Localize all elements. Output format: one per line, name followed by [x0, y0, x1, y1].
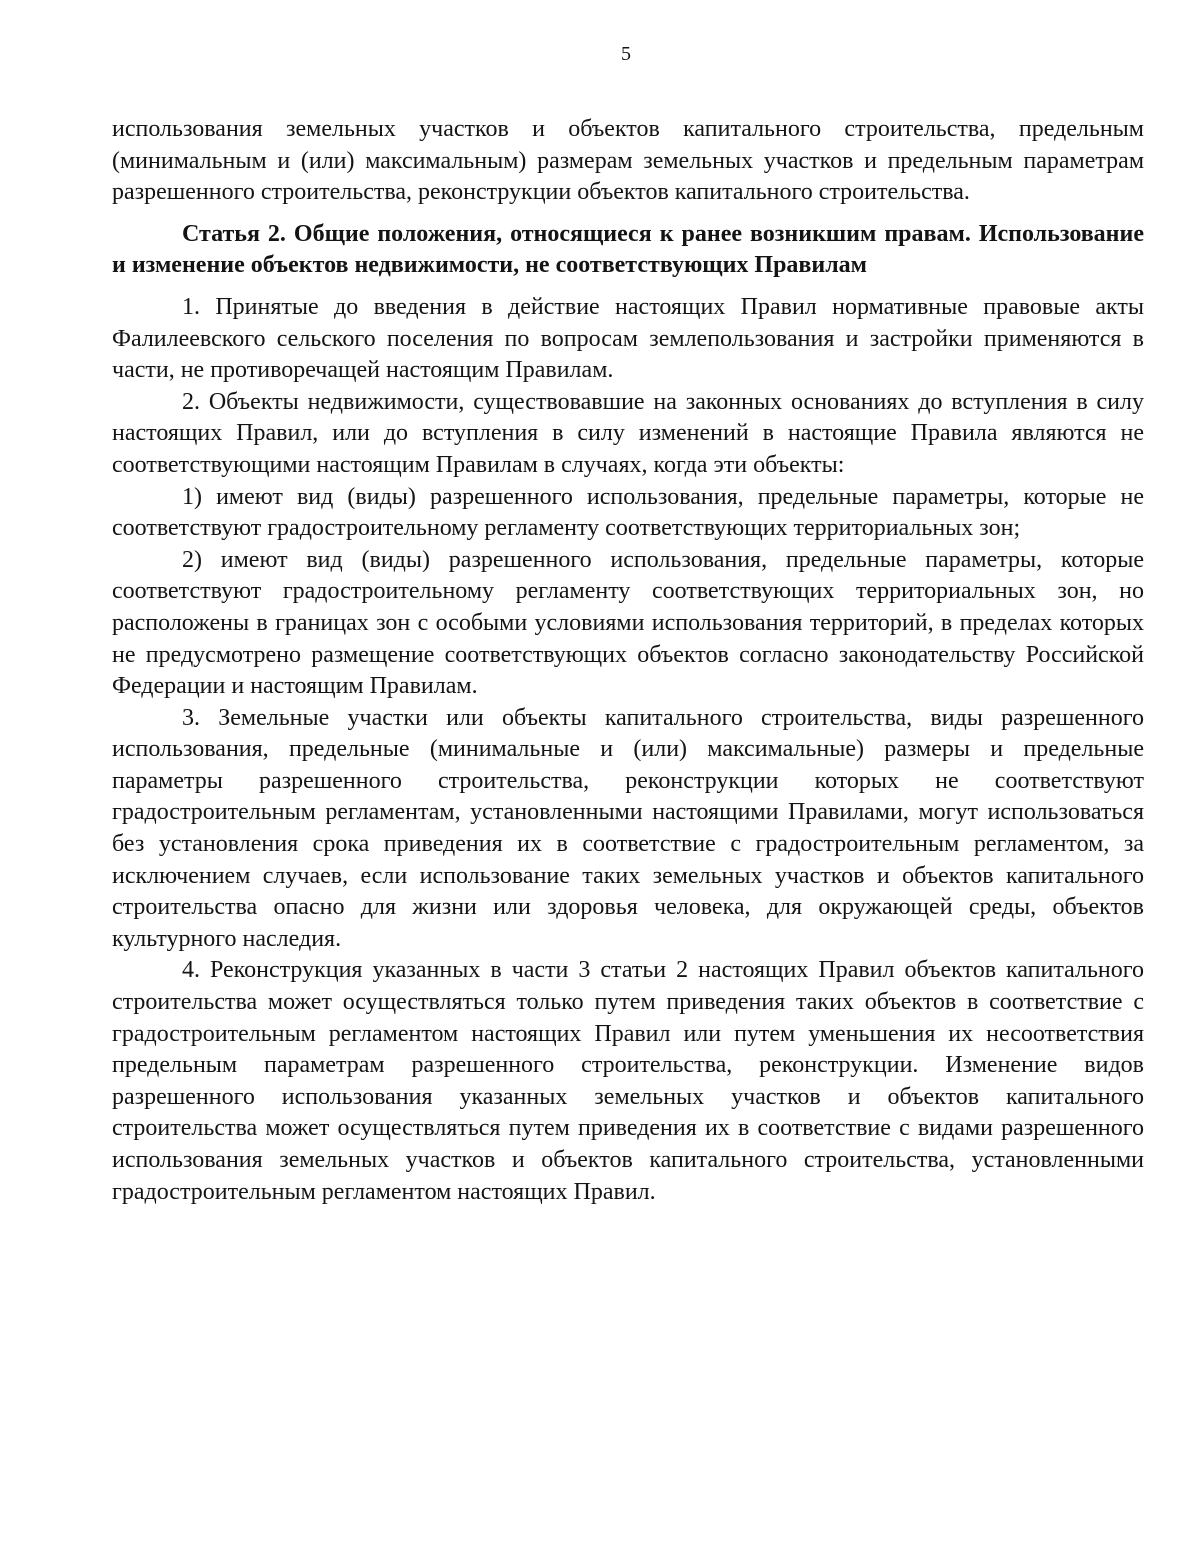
paragraph-1: 1. Принятые до введения в действие настоящих Правил нормативные правовые акты Фалилеевского сельского поселения по вопросам землепользования и застройки применяются в части, не противоречащей настоящим Правилам. — [112, 293, 1144, 384]
intro-continuation-paragraph: использования земельных участков и объектов капитального строительства, предельным (минимальным и (или) максимальным) размерам земельных участков и предельным параметрам разрешенного строительства, реконструкции объектов капитального строительства. — [112, 116, 1144, 206]
paragraph-2-item-1: 1) имеют вид (виды) разрешенного использования, предельные параметры, которые не соответствуют градостроительному регламенту соответствующих территориальных зон; — [112, 483, 1144, 542]
document-body — [112, 114, 1144, 1208]
paragraph-3: 3. Земельные участки или объекты капитального строительства, виды разрешенного использования, предельные (минимальные и (или) максимальные) размеры и предельные параметры разрешенного строительства, реконструкции которых не соответствуют градостроительным регламентам, установленными настоящими Правилами, могут использоваться без установления срока приведения их в соответствие с градостроительным регламентом, за исключением случаев, если использование таких земельных участков и объектов капитального строительства опасно для жизни или здоровья человека, для окружающей среды, объектов культурного наследия. — [112, 704, 1144, 952]
paragraph-2: 2. Объекты недвижимости, существовавшие на законных основаниях до вступления в силу настоящих Правил, или до вступления в силу изменений в настоящие Правила являются не соответствующими настоящим Правилам в случаях, когда эти объекты: — [112, 388, 1144, 478]
article-heading: Статья 2. Общие положения, относящиеся к ранее возникшим правам. Использование и изменение объектов недвижимости, не соответствующих Правилам — [112, 220, 1144, 279]
page-number: 5 — [621, 43, 631, 65]
paragraph-4: 4. Реконструкция указанных в части 3 статьи 2 настоящих Правил объектов капитального строительства может осуществляться только путем приведения таких объектов в соответствие с градостроительным регламентом настоящих Правил или путем уменьшения их несоответствия предельным параметрам разрешенного строительства, реконструкции. Изменение видов разрешенного использования указанных земельных участков и объектов капитального строительства может осуществляться путем приведения их в соответствие с видами разрешенного использования земельных участков и объектов капитального строительства, установленными градостроительным регламентом настоящих Правил. — [112, 957, 1144, 1205]
paragraph-2-item-2: 2) имеют вид (виды) разрешенного использования, предельные параметры, которые соответствуют градостроительному регламенту соответствующих территориальных зон, но расположены в границах зон с особыми условиями использования территорий, в пределах которых не предусмотрено размещение соответствующих объектов согласно законодательству Российской Федерации и настоящим Правилам. — [112, 546, 1144, 700]
